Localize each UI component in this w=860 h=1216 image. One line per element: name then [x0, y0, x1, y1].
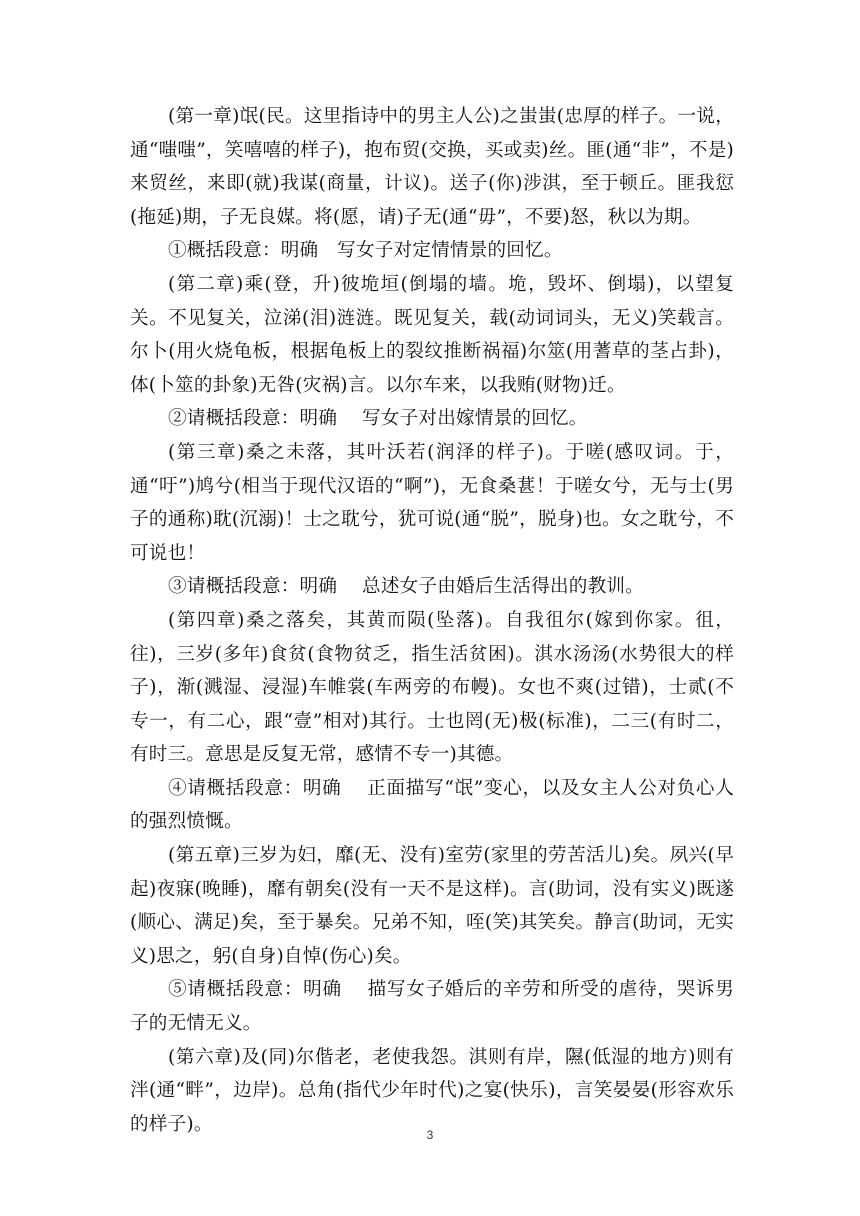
paragraph-summary-2: ②请概括段意：明确 写女子对出嫁情景的回忆。	[168, 408, 588, 430]
paragraph-summary-3: ③请概括段意：明确 总述女子由婚后生活得出的教训。	[168, 576, 644, 598]
paragraph-summary-1: ①概括段意：明确 写女子对定情情景的回忆。	[168, 240, 563, 262]
paragraph-chapter-2: (第二章)乘(登，升)彼垝垣(倒塌的墙。垝，毁坏、倒塌)，以望复关。不见复关，泣涕(泪)涟涟。既见复关，载(动词词头，无义)笑载言。尔卜(用火烧龟板，根据龟板上的裂纹推断祸福)尔筮(用蓍草的茎占卦)，体(卜筮的卦象)无咎(灾祸)言。以尔车来，以我贿(财物)迁。	[130, 273, 734, 396]
paragraph-chapter-4: (第四章)桑之落矣，其黄而陨(坠落)。自我徂尔(嫁到你家。徂，往)，三岁(多年)食贫(食物贫乏，指生活贫困)。淇水汤汤(水势很大的样子)，渐(溅湿、浸湿)车帷裳(车两旁的布幔)。女也不爽(过错)，士贰(不专一，有二心，跟“壹”相对)其行。士也罔(无)极(标准)，二三(有时二，有时三。意思是反复无常，感情不专一)其德。	[130, 609, 734, 766]
paragraph-chapter-6: (第六章)及(同)尔偕老，老使我怨。淇则有岸，隰(低湿的地方)则有泮(通“畔”，边岸)。总角(指代少年时代)之宴(快乐)，言笑晏晏(形容欢乐的样子)。	[130, 1046, 734, 1135]
paragraph-chapter-3: (第三章)桑之未落，其叶沃若(润泽的样子)。于嗟(感叹词。于，通“吁”)鸠兮(相当于现代汉语的“啊”)，无食桑葚！于嗟女兮，无与士(男子的通称)耽(沉溺)！士之耽兮，犹可说(通“脱”，脱身)也。女之耽兮，不可说也！	[130, 441, 734, 564]
page-number: 3	[426, 1128, 434, 1142]
paragraph-chapter-5: (第五章)三岁为妇，靡(无、没有)室劳(家里的劳苦活儿)矣。夙兴(早起)夜寐(晚睡)，靡有朝矣(没有一天不是这样)。言(助词，没有实义)既遂(顺心、满足)矣，至于暴矣。兄弟不知，咥(笑)其笑矣。静言(助词，无实义)思之，躬(自身)自悼(伤心)矣。	[130, 845, 734, 967]
paragraph-summary-4: ④请概括段意：明确 正面描写“氓”变心，以及女主人公对负心人的强烈愤慨。	[130, 777, 734, 833]
paragraph-summary-5: ⑤请概括段意：明确 描写女子婚后的辛劳和所受的虐待，哭诉男子的无情无义。	[130, 979, 734, 1035]
document-body	[130, 100, 734, 1141]
paragraph-chapter-1: (第一章)氓(民。这里指诗中的男主人公)之蚩蚩(忠厚的样子。一说，通“嗤嗤”，笑嘻嘻的样子)，抱布贸(交换，买或卖)丝。匪(通“非”，不是)来贸丝，来即(就)我谋(商量，计议)。送子(你)涉淇，至于顿丘。匪我愆(拖延)期，子无良媒。将(愿，请)子无(通“毋”，不要)怒，秋以为期。	[130, 106, 734, 228]
